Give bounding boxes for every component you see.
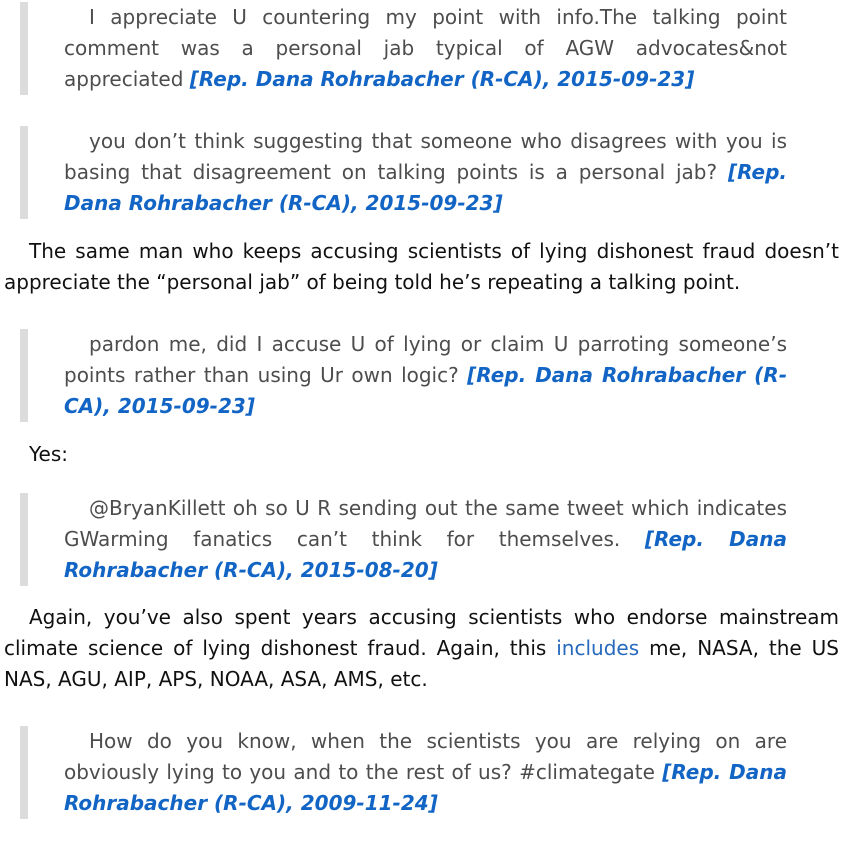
paragraph-personal-jab — [4, 236, 839, 298]
quote-text: you don’t think suggesting that someone who disagrees with you is basing that disagreement on talking points is a personal jab? — [64, 129, 787, 184]
blockquote-tweet-3 — [64, 329, 787, 422]
citation-link[interactable]: [Rep. Dana Rohrabacher (R-CA), 2009-11-24] — [64, 760, 788, 815]
quote-text: @BryanKillett oh so U R sending out the same tweet which indicates GWarming fanatics can’t think for themselves. — [64, 496, 787, 551]
quote-text: pardon me, did I accuse U of lying or claim U parroting someone’s points rather than using Ur own logic? — [64, 332, 787, 387]
quote-text: I appreciate U countering my point with info.The talking point comment was a personal jab typical of AGW advocates&not appreciated — [64, 5, 787, 91]
paragraph-text-after: me, NASA, the US NAS, AGU, AIP, APS, NOAA, ASA, AMS, etc. — [4, 636, 839, 691]
citation-link[interactable]: [Rep. Dana Rohrabacher (R-CA), 2015-09-23] — [64, 160, 787, 215]
paragraph-yes — [4, 439, 839, 470]
blockquote-tweet-2 — [64, 126, 787, 219]
paragraph-text-before: Again, you’ve also spent years accusing scientists who endorse mainstream climate science of lying dishonest fraud. Again, this — [4, 605, 839, 660]
citation-link[interactable]: [Rep. Dana Rohrabacher (R-CA), 2015-09-23] — [189, 67, 695, 91]
citation-link[interactable]: [Rep. Dana Rohrabacher (R-CA), 2015-08-20] — [64, 527, 788, 582]
blockquote-tweet-4 — [64, 493, 787, 586]
includes-link[interactable]: includes — [556, 636, 640, 660]
citation-link[interactable]: [Rep. Dana Rohrabacher (R-CA), 2015-09-23] — [64, 363, 788, 418]
paragraph-text: The same man who keeps accusing scientists of lying dishonest fraud doesn’t appreciate the “personal jab” of being told he’s repeating a talking point. — [4, 239, 839, 294]
paragraph-again — [4, 602, 839, 695]
blockquote-tweet-5 — [64, 726, 787, 819]
blockquote-tweet-1 — [64, 2, 787, 95]
paragraph-text: Yes: — [29, 442, 69, 466]
quote-text: How do you know, when the scientists you are relying on are obviously lying to you and to the rest of us? #climategate — [64, 729, 787, 784]
article-body — [0, 2, 849, 819]
